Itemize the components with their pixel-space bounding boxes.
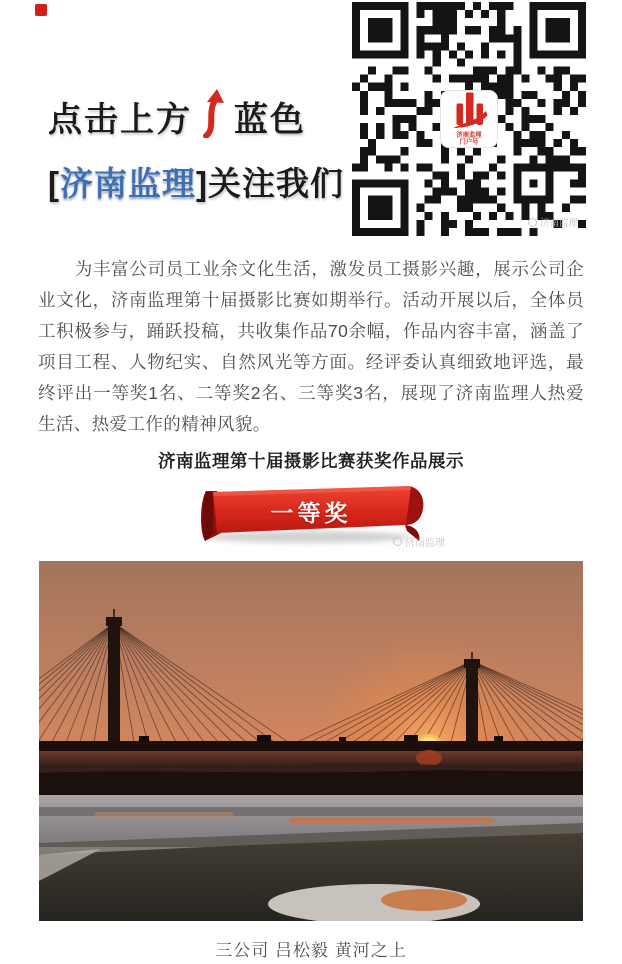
qr-logo-text <box>456 132 481 146</box>
banner-line1 <box>48 88 344 144</box>
qr-logo-text-line1: 济南监理 <box>456 131 482 139</box>
first-prize-ribbon <box>191 483 445 549</box>
qr-logo-text-line2: 门户号 <box>459 139 479 146</box>
bracket-close: ] <box>196 165 208 202</box>
qr-watermark <box>528 215 578 229</box>
award-photo-first-prize[interactable] <box>39 561 583 921</box>
qr-watermark-text: 济南监理 <box>540 218 579 229</box>
account-name-link[interactable]: 济南监理 <box>60 165 196 202</box>
banner-line2 <box>48 158 344 205</box>
banner-text <box>48 88 344 205</box>
bracket-open: [ <box>48 165 60 202</box>
red-corner-mark <box>35 4 47 16</box>
photo-caption: 三公司 吕松毅 黄河之上 <box>215 941 407 960</box>
watermark-logo-icon <box>528 218 537 227</box>
banner-line1-suffix: 蓝色 <box>234 100 306 139</box>
banner-line1-prefix: 点击上方 <box>48 100 192 139</box>
first-prize-label: 一等奖 <box>270 500 352 526</box>
section-title: 济南监理第十届摄影比赛获奖作品展示 <box>158 451 464 471</box>
header-banner <box>0 0 622 240</box>
article-paragraph: 为丰富公司员工业余文化生活，激发员工摄影兴趣，展示公司企业文化，济南监理第十届摄影比赛如期举行。活动开展以后，全体员工积极参与，踊跃投稿，共收集作品70余幅，作品内容丰富，涵盖了项目工程、人物纪实、自然风光等方面。经评委认真细致地评选，最终评出一等奖1名、二等奖2名、三等奖3名，展现了济南监理人热爱生活、热爱工作的精神风貌。 <box>38 259 584 434</box>
qr-center-logo <box>440 90 498 148</box>
qr-code[interactable] <box>352 2 586 236</box>
ribbon-watermark <box>393 534 445 549</box>
watermark-logo-icon <box>393 537 402 546</box>
ribbon-watermark-text: 济南监理 <box>405 538 445 549</box>
red-up-arrow-icon <box>196 88 230 138</box>
company-building-logo-icon <box>352 91 586 131</box>
banner-line2-suffix: 关注我们 <box>208 165 344 202</box>
